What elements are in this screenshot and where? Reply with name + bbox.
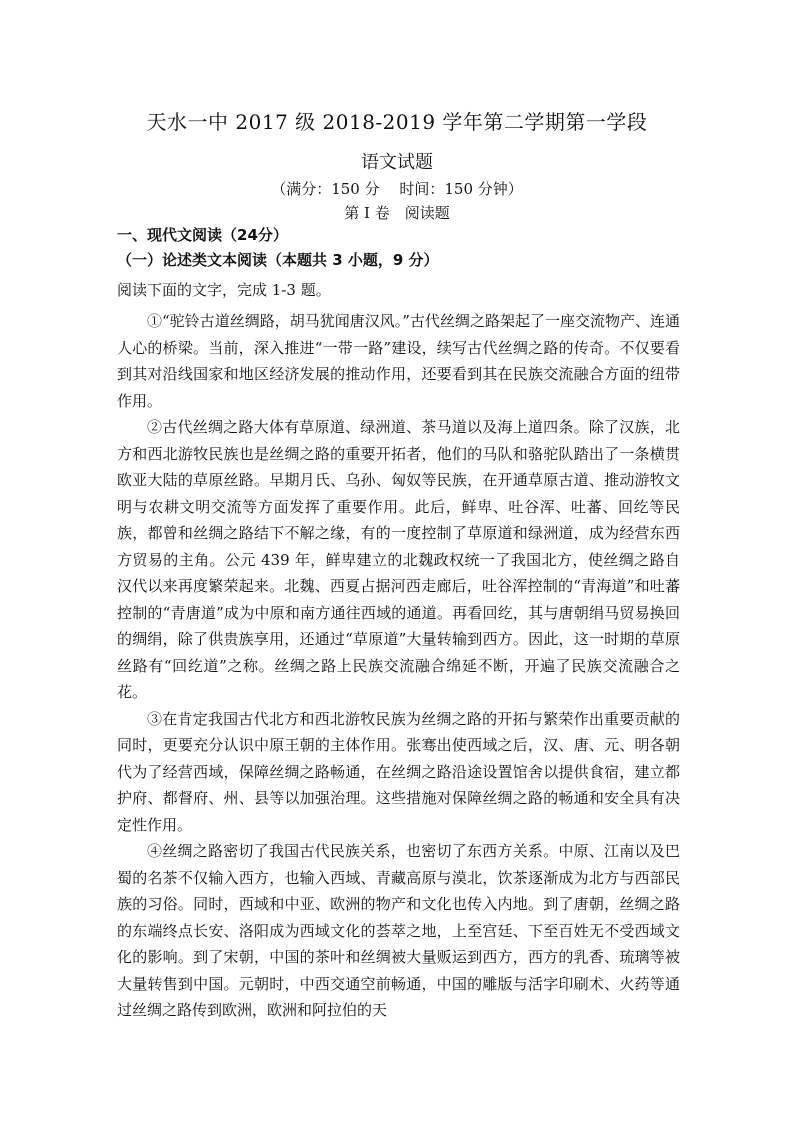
passage-paragraph-4: ④丝绸之路密切了我国古代民族关系，也密切了东西方关系。中原、江南以及巴蜀的名茶不仅输入西方，也输入西域、青藏高原与漠北，饮茶逐渐成为北方与西部民族的习俗。同时，西域和中亚、欧洲的物产和文化也传入内地。到了唐朝，丝绸之路的东端终点长安、洛阳成为西域文化的荟萃之地，上至宫廷、下至百姓无不受西域文化的影响。到了宋朝，中国的茶叶和丝绸被大量贩运到西方，西方的乳香、琉璃等被大量转售到中国。元朝时，中西交通空前畅通，中国的雕版与活字印刷术、火药等通过丝绸之路传到欧洲，欧洲和阿拉伯的天 (117, 842, 680, 1019)
part1-sub-heading: （一）论述类文本阅读（本题共 3 小题，9 分） (117, 251, 439, 269)
exam-title: 天水一中 2017 级 2018-2019 学年第二学期第一学段 (146, 110, 648, 134)
passage-paragraph-1: ①“驼铃古道丝绸路，胡马犹闻唐汉风。”古代丝绸之路架起了一座交流物产、连通人心的桥梁。当前，深入推进“一带一路”建设，续写古代丝绸之路的传奇。不仅要看到其对沿线国家和地区经济发展的推动作用，还要看到其在民族交流融合方面的纽带作用。 (117, 312, 680, 410)
volume-heading: 第 I 卷 阅读题 (344, 204, 450, 222)
passage-paragraph-2: ②古代丝绸之路大体有草原道、绿洲道、茶马道以及海上道四条。除了汉族，北方和西北游牧民族也是丝绸之路的重要开拓者，他们的马队和骆驼队踏出了一条横贯欧亚大陆的草原丝路。早期月氏、乌孙、匈奴等民族，在开通草原古道、推动游牧文明与农耕文明交流等方面发挥了重要作用。此后，鲜卑、吐谷浑、吐蕃、回纥等民族，都曾和丝绸之路结下不解之缘，有的一度控制了草原道和绿洲道，成为经营东西方贸易的主角。公元 439 年，鲜卑建立的北魏政权统一了我国北方，使丝绸之路自汉代以来再度繁荣起来。北魏、西夏占据河西走廊后，吐谷浑控制的“青海道”和吐蕃控制的“青唐道”成为中原和南方通往西域的通道。再看回纥，其与唐朝绢马贸易换回的绸绢，除了供贵族享用，还通过“草原道”大量转输到西方。因此，这一时期的草原丝路有“回纥道”之称。丝绸之路上民族交流融合绵延不断，开遍了民族交流融合之花。 (117, 418, 680, 701)
part1-heading: 一、现代文阅读（24分） (117, 226, 288, 244)
reading-passage (117, 308, 680, 1024)
score-time-info: （满分：150 分 时间：150 分钟） (271, 180, 523, 198)
passage-paragraph-3: ③在肯定我国古代北方和西北游牧民族为丝绸之路的开拓与繁荣作出重要贡献的同时，更要充分认识中原王朝的主体作用。张骞出使西域之后，汉、唐、元、明各朝代为了经营西域，保障丝绸之路畅通，在丝绸之路沿途设置馆舍以提供食宿，建立都护府、都督府、州、县等以加强治理。这些措施对保障丝绸之路的畅通和安全具有决定性作用。 (117, 709, 680, 834)
reading-instruction: 阅读下面的文字，完成 1-3 题。 (117, 281, 331, 299)
exam-subject-title: 语文试题 (361, 152, 433, 173)
